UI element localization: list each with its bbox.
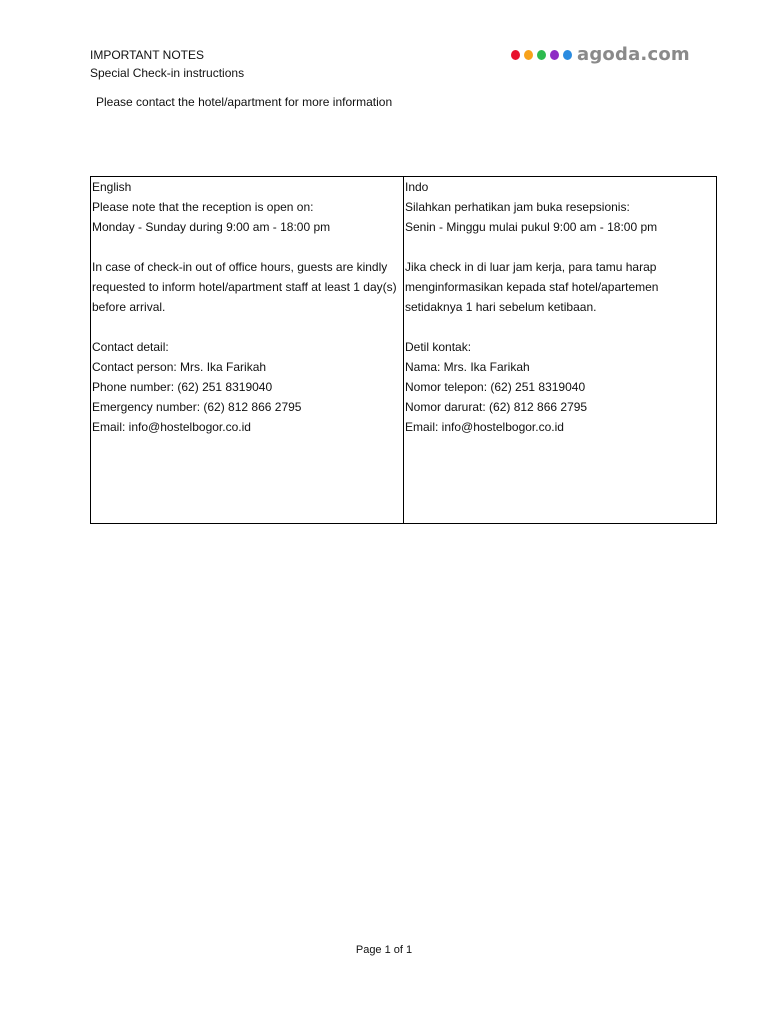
- indo-column: [404, 177, 716, 523]
- checkin-instructions-table: [90, 176, 717, 524]
- indo-contact-person: Nama: Mrs. Ika Farikah: [405, 360, 530, 374]
- agoda-logo: [511, 44, 690, 65]
- english-column: [91, 177, 404, 523]
- indo-emergency: Nomor darurat: (62) 812 866 2795: [405, 400, 588, 414]
- indo-contact-heading: Detil kontak:: [405, 340, 472, 354]
- indo-reception-hours: Senin - Minggu mulai pukul 9:00 am - 18:00 pm: [405, 220, 658, 234]
- english-reception-intro: Please note that the reception is open on:: [92, 200, 314, 214]
- english-contact-heading: Contact detail:: [92, 340, 169, 354]
- indo-after-hours: Jika check in di luar jam kerja, para tamu harap menginformasikan kepada staf hotel/apartemen setidaknya 1 hari sebelum ketibaan.: [405, 260, 659, 314]
- contact-note: Please contact the hotel/apartment for more information: [96, 95, 393, 109]
- english-emergency: Emergency number: (62) 812 866 2795: [92, 400, 302, 414]
- logo-text: agoda.com: [577, 44, 690, 65]
- logo-dot-green-icon: [537, 50, 546, 60]
- logo-dot-purple-icon: [550, 50, 559, 60]
- indo-heading: Indo: [405, 180, 429, 194]
- logo-dot-red-icon: [511, 50, 520, 60]
- english-after-hours: In case of check-in out of office hours, guests are kindly requested to inform hotel/apartment staff at least 1 day(s) before arrival.: [92, 260, 397, 314]
- english-email: Email: info@hostelbogor.co.id: [92, 420, 251, 434]
- english-heading: English: [92, 180, 132, 194]
- document-header: [90, 46, 244, 82]
- english-reception-hours: Monday - Sunday during 9:00 am - 18:00 pm: [92, 220, 331, 234]
- logo-dot-blue-icon: [563, 50, 572, 60]
- logo-dot-orange-icon: [524, 50, 533, 60]
- page-subtitle: Special Check-in instructions: [90, 66, 245, 80]
- english-phone: Phone number: (62) 251 8319040: [92, 380, 273, 394]
- page-title: IMPORTANT NOTES: [90, 48, 205, 62]
- page-number: Page 1 of 1: [355, 944, 413, 956]
- indo-phone: Nomor telepon: (62) 251 8319040: [405, 380, 586, 394]
- indo-reception-intro: Silahkan perhatikan jam buka resepsionis:: [405, 200, 630, 214]
- indo-email: Email: info@hostelbogor.co.id: [405, 420, 564, 434]
- english-contact-person: Contact person: Mrs. Ika Farikah: [92, 360, 267, 374]
